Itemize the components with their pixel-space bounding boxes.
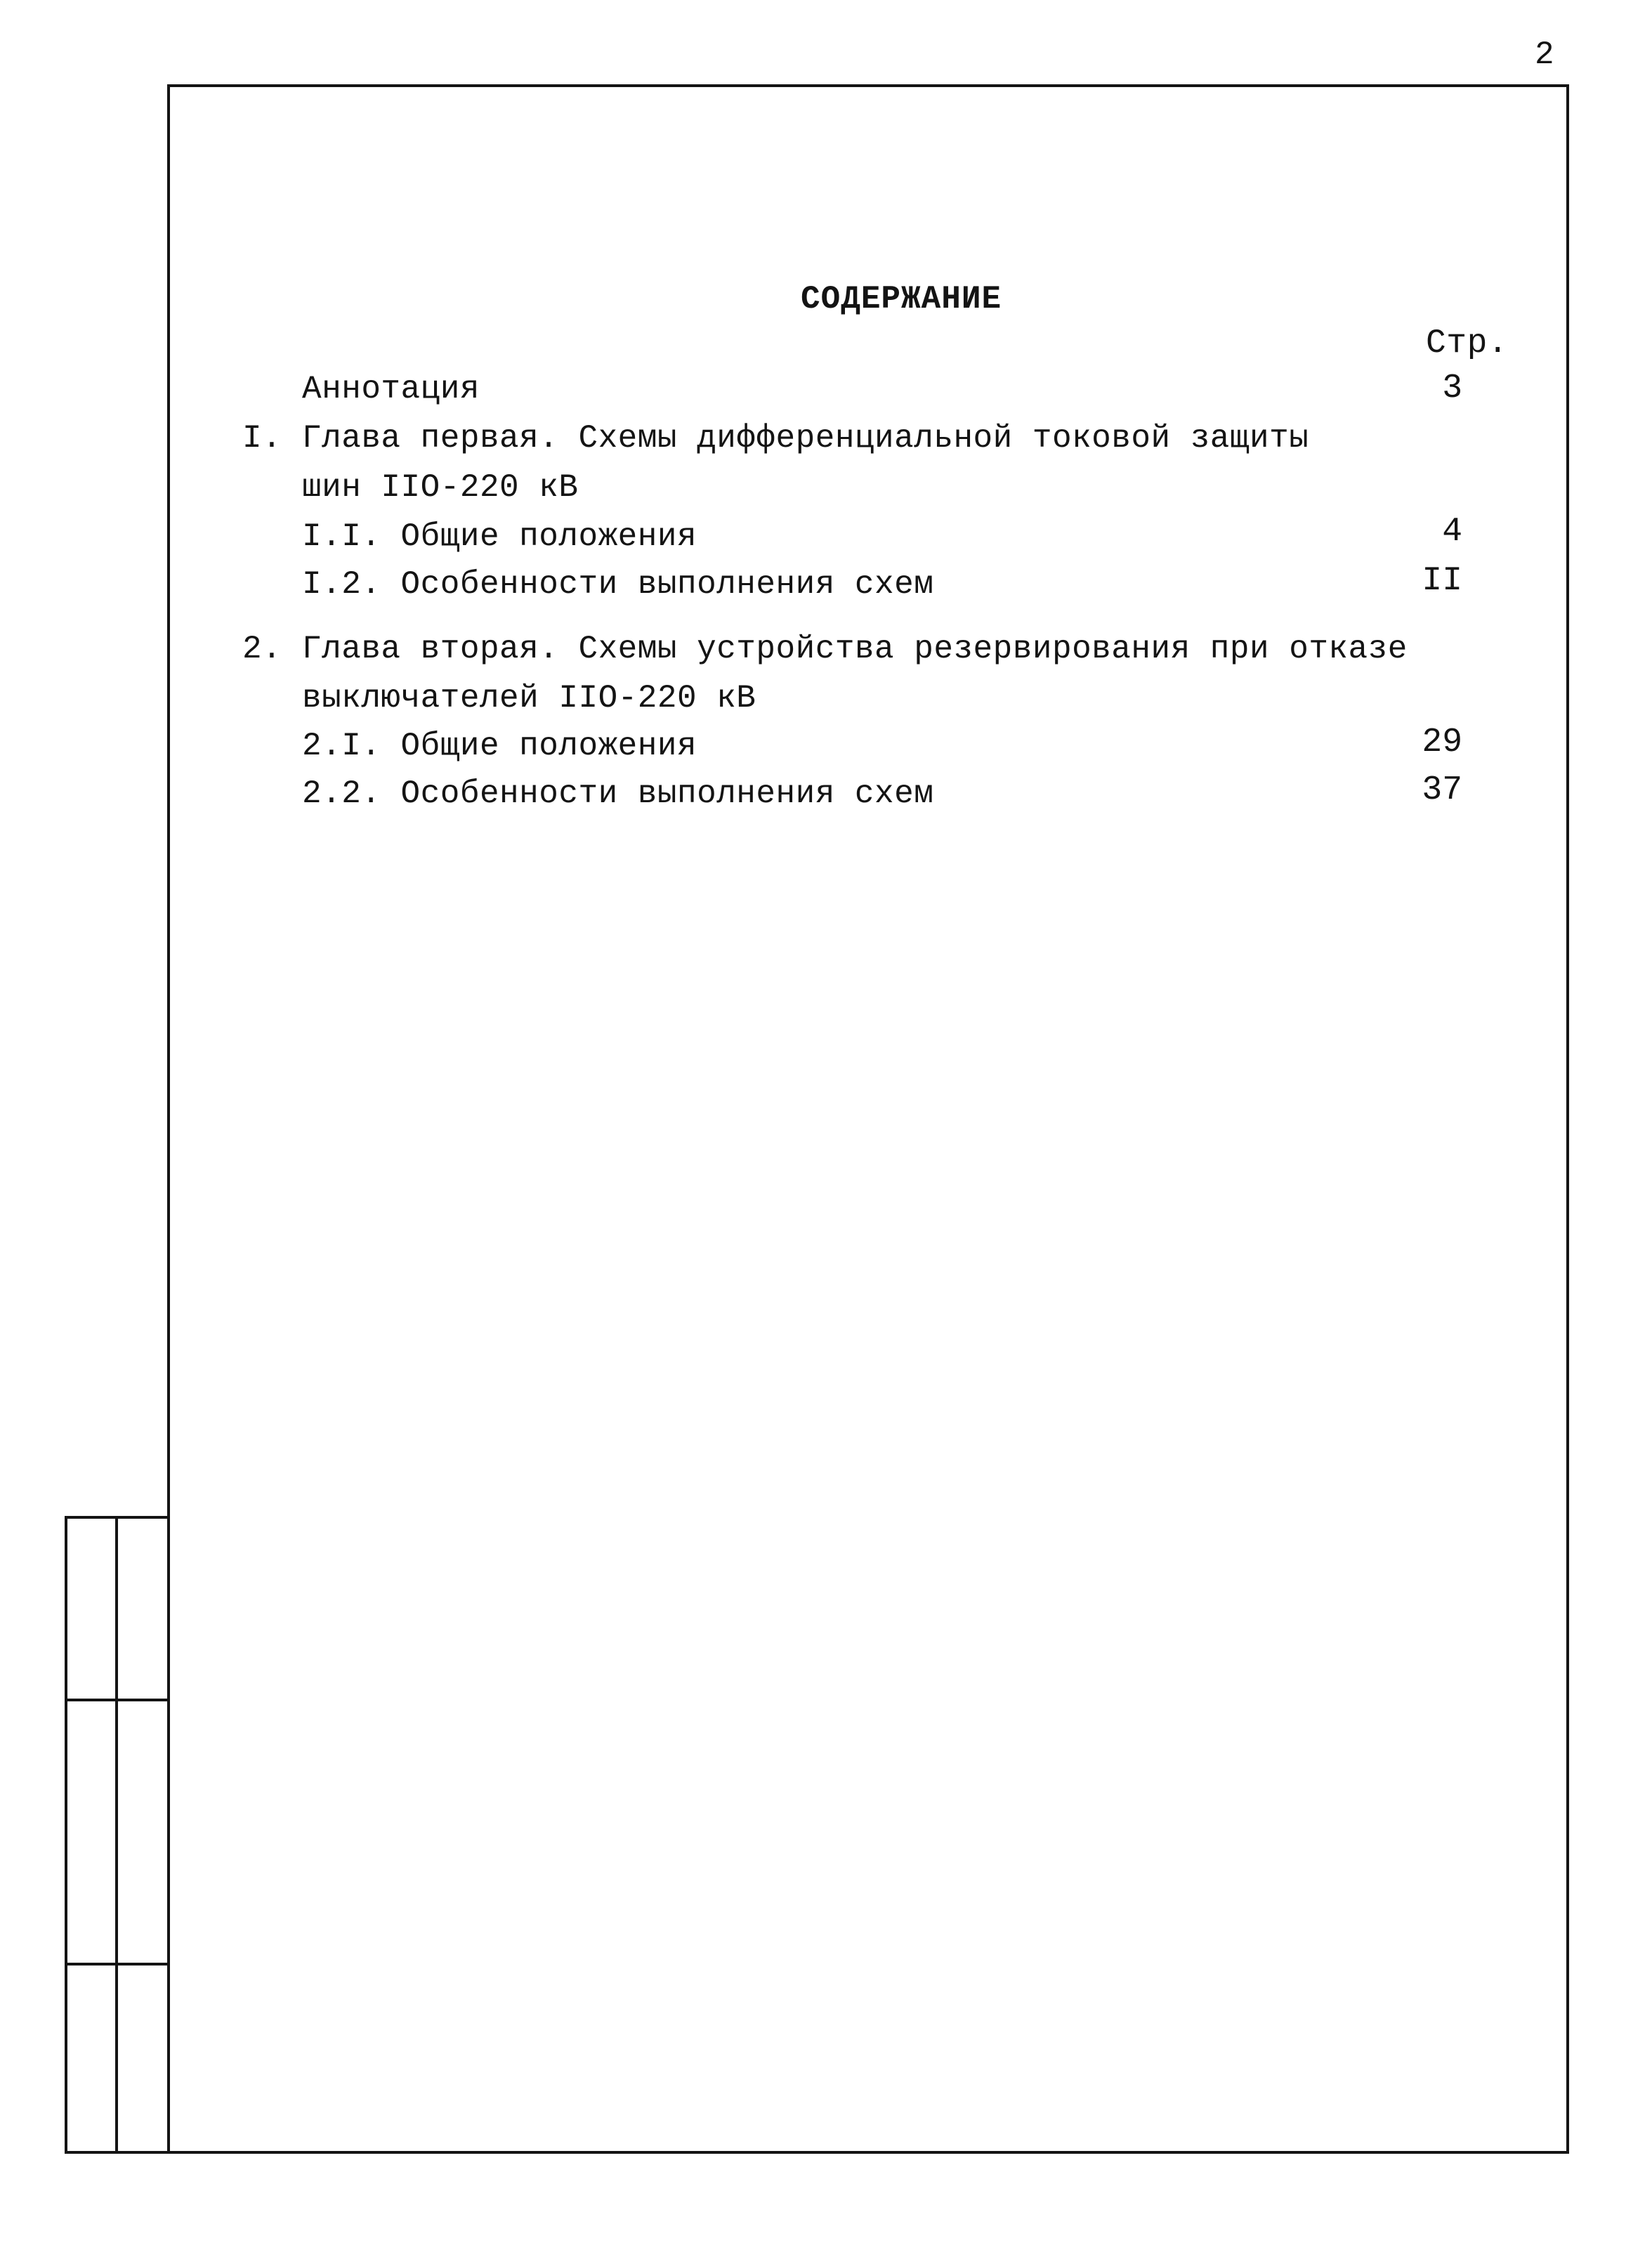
toc-entry-2-1: 2.I. Общие положения — [302, 728, 697, 764]
toc-page-1-2: II — [1422, 562, 1462, 600]
toc-page-2-1: 29 — [1422, 724, 1462, 761]
chapter-1-title-line2: шин IIO-220 кВ — [302, 469, 579, 506]
toc-page-annotation: 3 — [1442, 369, 1462, 407]
toc-page-2-2: 37 — [1422, 771, 1462, 809]
chapter-2-number: 2. — [242, 631, 282, 667]
stamp-divider — [67, 1699, 167, 1701]
chapter-2-title-line1: Глава вторая. Схемы устройства резервирования при отказе — [302, 631, 1408, 667]
page-column-header: Стр. — [1426, 325, 1509, 362]
toc-page-1-1: 4 — [1442, 513, 1462, 551]
side-stamp-table — [65, 1516, 167, 2154]
page-number: 2 — [1535, 37, 1555, 73]
toc-entry-2-2: 2.2. Особенности выполнения схем — [302, 776, 934, 812]
toc-entry-1-2: I.2. Особенности выполнения схем — [302, 566, 934, 603]
chapter-2-title-line2: выключателей IIO-220 кВ — [302, 680, 756, 717]
toc-title: СОДЕРЖАНИЕ — [801, 281, 1002, 318]
stamp-divider — [115, 1519, 118, 2151]
stamp-divider — [67, 1963, 167, 1966]
toc-entry-1-1: I.I. Общие положения — [302, 518, 697, 555]
chapter-1-title-line1: Глава первая. Схемы дифференциальной токовой защиты — [302, 420, 1309, 457]
toc-entry-annotation: Аннотация — [302, 371, 480, 407]
chapter-1-number: I. — [242, 420, 282, 457]
